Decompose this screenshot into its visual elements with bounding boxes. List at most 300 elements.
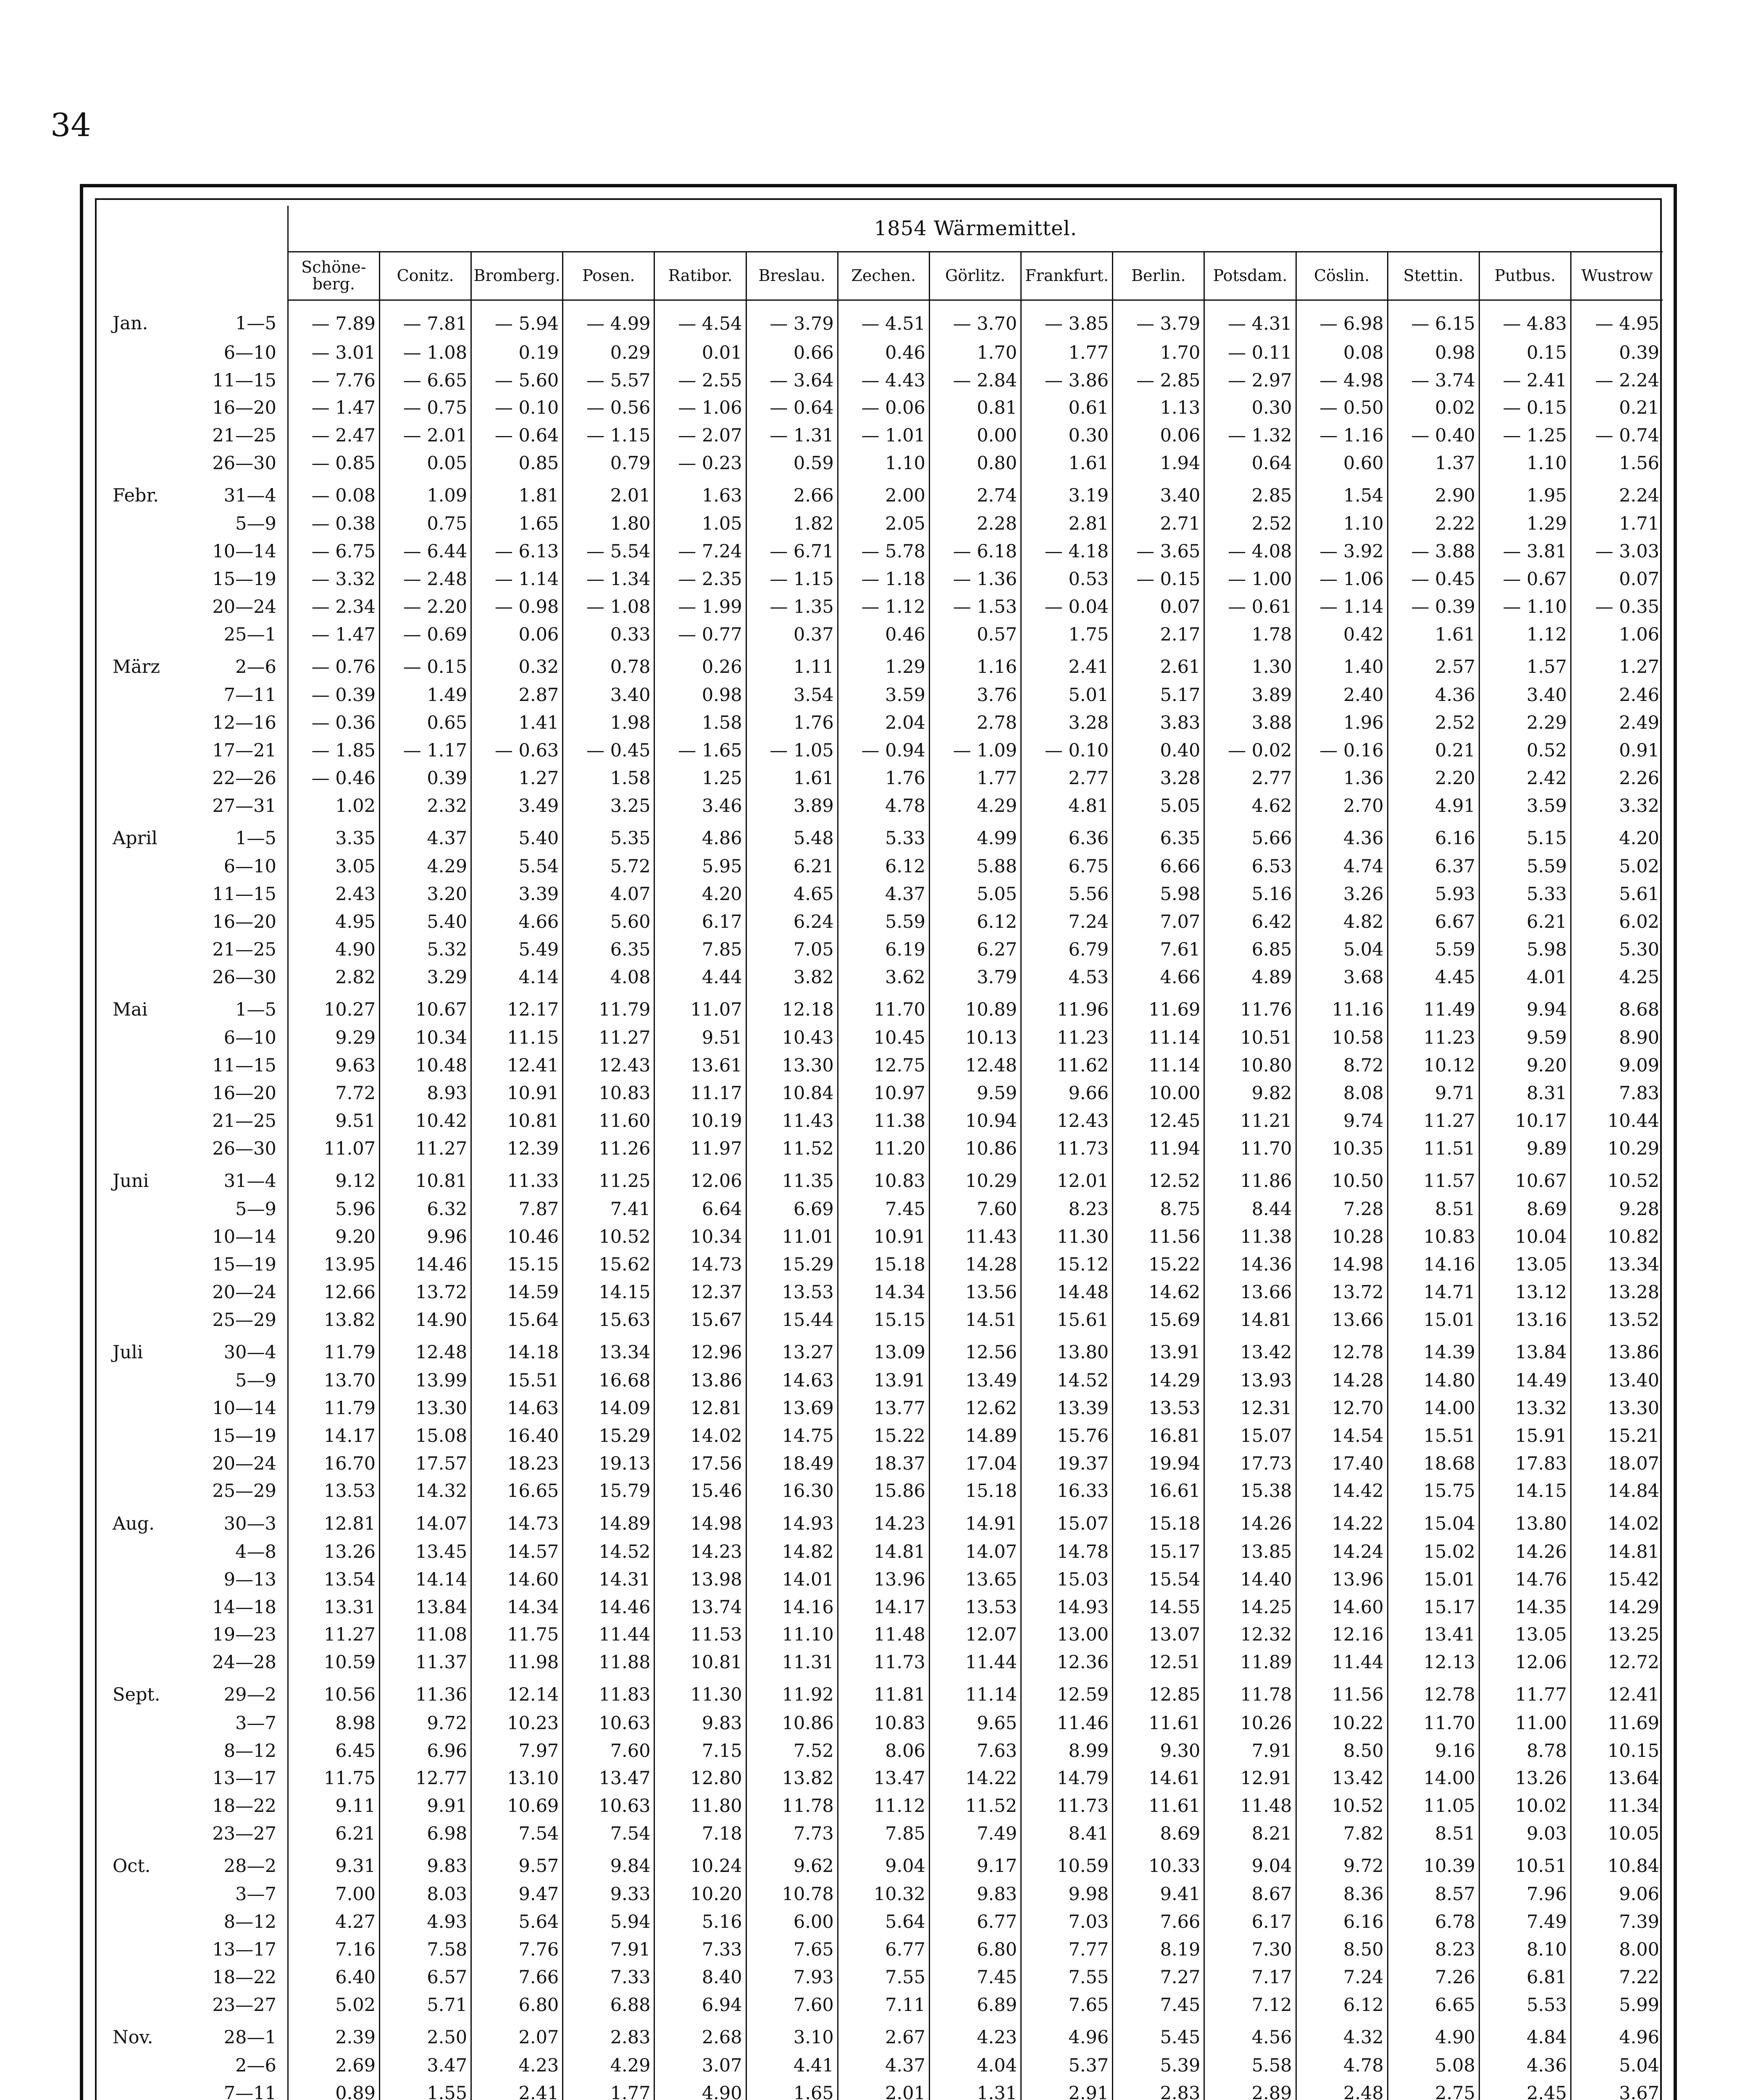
value-cell: — 1.12 (838, 593, 929, 621)
value-cell: 2.83 (1113, 2080, 1204, 2100)
value-cell: 12.48 (929, 1052, 1021, 1080)
value-cell: — 1.34 (563, 566, 654, 593)
value-cell: 4.36 (1387, 682, 1479, 709)
value-cell: 8.31 (1479, 1079, 1571, 1107)
value-cell: 11.69 (1113, 991, 1204, 1024)
value-cell: 13.91 (1113, 1334, 1204, 1367)
value-cell: — 2.48 (379, 566, 471, 593)
row-label (105, 2052, 288, 2080)
value-cell: 2.22 (1387, 510, 1479, 538)
period-label: 2—6 (235, 656, 276, 678)
value-cell: 0.21 (1571, 394, 1663, 422)
value-cell: — 1.53 (929, 593, 1021, 621)
value-cell: 2.05 (838, 510, 929, 538)
period-label: 26—30 (212, 453, 276, 474)
row-label (105, 1992, 288, 2019)
value-cell: — 0.64 (746, 394, 838, 422)
value-cell: 9.51 (654, 1024, 746, 1052)
value-cell: 10.84 (746, 1079, 838, 1107)
value-cell: 5.60 (563, 908, 654, 936)
value-cell: — 2.34 (288, 593, 379, 621)
value-cell: 3.89 (746, 793, 838, 820)
value-cell: 2.78 (929, 709, 1021, 737)
value-cell: 13.10 (471, 1765, 563, 1793)
value-cell: 6.17 (1204, 1908, 1296, 1936)
value-cell: 10.83 (1387, 1223, 1479, 1251)
value-cell: 8.72 (1296, 1052, 1387, 1080)
value-cell: 13.84 (1479, 1334, 1571, 1367)
value-cell: 0.08 (1296, 339, 1387, 367)
value-cell: 14.46 (379, 1251, 471, 1278)
value-cell: 12.18 (746, 991, 838, 1024)
value-cell: 15.64 (471, 1306, 563, 1334)
period-label: 22—26 (212, 768, 276, 789)
value-cell: — 4.95 (1571, 300, 1663, 339)
value-cell: 8.00 (1571, 1936, 1663, 1964)
value-cell: 7.00 (288, 1881, 379, 1908)
value-cell: 13.86 (1571, 1334, 1663, 1367)
value-cell: 14.78 (1021, 1538, 1113, 1566)
value-cell: 14.42 (1296, 1478, 1387, 1505)
value-cell: — 1.15 (746, 566, 838, 593)
value-cell: 11.44 (563, 1621, 654, 1649)
row-label (105, 566, 288, 593)
value-cell: 13.30 (1571, 1394, 1663, 1422)
value-cell: 1.09 (379, 478, 471, 510)
value-cell: 1.12 (1479, 621, 1571, 649)
value-cell: 2.40 (1296, 682, 1387, 709)
table-row (105, 1908, 1663, 1936)
value-cell: 7.07 (1113, 908, 1204, 936)
value-cell: 1.10 (1296, 510, 1387, 538)
value-cell: 0.91 (1571, 737, 1663, 765)
value-cell: — 1.99 (654, 593, 746, 621)
value-cell: 3.76 (929, 682, 1021, 709)
value-cell: — 1.15 (563, 422, 654, 450)
value-cell: 5.16 (654, 1908, 746, 1936)
value-cell: 11.70 (1204, 1135, 1296, 1163)
value-cell: 5.02 (1571, 853, 1663, 881)
value-cell: 5.32 (379, 936, 471, 964)
value-cell: 14.46 (563, 1593, 654, 1621)
value-cell: 13.74 (654, 1593, 746, 1621)
value-cell: 11.79 (288, 1334, 379, 1367)
table-row (105, 1881, 1663, 1908)
value-cell: 2.46 (1571, 682, 1663, 709)
value-cell: — 3.79 (746, 300, 838, 339)
value-cell: 14.29 (1571, 1593, 1663, 1621)
value-cell: 4.44 (654, 963, 746, 991)
value-cell: 10.51 (1204, 1024, 1296, 1052)
row-label (105, 478, 288, 510)
table-row (105, 1992, 1663, 2019)
value-cell: 13.54 (288, 1566, 379, 1593)
period-label: 3—7 (235, 1712, 276, 1734)
row-label (105, 1079, 288, 1107)
value-cell: 14.81 (1571, 1538, 1663, 1566)
value-cell: 11.16 (1296, 991, 1387, 1024)
value-cell: 11.48 (1204, 1793, 1296, 1820)
value-cell: 10.50 (1296, 1163, 1387, 1195)
value-cell: 5.64 (838, 1908, 929, 1936)
station-header: Berlin. (1113, 252, 1204, 300)
value-cell: 2.48 (1296, 2080, 1387, 2100)
value-cell: 9.94 (1479, 991, 1571, 1024)
value-cell: 5.48 (746, 820, 838, 853)
row-label (105, 682, 288, 709)
value-cell: 2.17 (1113, 621, 1204, 649)
page-number: 34 (50, 106, 91, 144)
table-row (105, 422, 1663, 450)
value-cell: 6.57 (379, 1964, 471, 1992)
table-row (105, 1765, 1663, 1793)
value-cell: 12.51 (1113, 1649, 1204, 1677)
value-cell: — 6.65 (379, 367, 471, 394)
value-cell: 6.40 (288, 1964, 379, 1992)
row-label (105, 709, 288, 737)
value-cell: 11.69 (1571, 1709, 1663, 1737)
value-cell: — 1.14 (1296, 593, 1387, 621)
value-cell: 15.18 (838, 1251, 929, 1278)
value-cell: 11.73 (1021, 1135, 1113, 1163)
value-cell: — 0.10 (471, 394, 563, 422)
period-label: 26—30 (212, 1138, 276, 1159)
value-cell: 12.41 (1571, 1677, 1663, 1709)
value-cell: 12.66 (288, 1278, 379, 1306)
value-cell: — 0.94 (838, 737, 929, 765)
value-cell: 15.07 (1021, 1505, 1113, 1538)
value-cell: 11.43 (746, 1107, 838, 1135)
value-cell: 14.18 (471, 1334, 563, 1367)
value-cell: 13.99 (379, 1367, 471, 1394)
table-row (105, 1223, 1663, 1251)
value-cell: 9.71 (1387, 1079, 1479, 1107)
table-row (105, 1478, 1663, 1505)
value-cell: 8.06 (838, 1737, 929, 1765)
value-cell: 7.16 (288, 1936, 379, 1964)
value-cell: 9.72 (379, 1709, 471, 1737)
period-label: 16—20 (212, 397, 276, 419)
value-cell: — 1.47 (288, 394, 379, 422)
value-cell: 1.94 (1113, 450, 1204, 478)
station-header: Frankfurt. (1021, 252, 1113, 300)
value-cell: 4.78 (838, 793, 929, 820)
value-cell: 4.82 (1296, 908, 1387, 936)
value-cell: 2.50 (379, 2019, 471, 2052)
value-cell: 9.96 (379, 1223, 471, 1251)
row-label (105, 1367, 288, 1394)
table-body (105, 300, 1663, 2100)
value-cell: 10.00 (1113, 1079, 1204, 1107)
value-cell: — 2.07 (654, 422, 746, 450)
value-cell: 11.75 (471, 1621, 563, 1649)
value-cell: 11.25 (563, 1163, 654, 1195)
value-cell: 3.59 (1479, 793, 1571, 820)
table-row (105, 765, 1663, 793)
period-label: 25—1 (223, 624, 276, 646)
value-cell: 0.40 (1113, 737, 1204, 765)
value-cell: 13.86 (654, 1367, 746, 1394)
value-cell: 0.42 (1296, 621, 1387, 649)
station-header: Ratibor. (654, 252, 746, 300)
value-cell: 4.23 (929, 2019, 1021, 2052)
value-cell: 5.99 (1571, 1992, 1663, 2019)
value-cell: 11.51 (1387, 1135, 1479, 1163)
value-cell: 11.31 (746, 1649, 838, 1677)
value-cell: 3.68 (1296, 963, 1387, 991)
station-header: Potsdam. (1204, 252, 1296, 300)
value-cell: 9.91 (379, 1793, 471, 1820)
value-cell: 15.29 (746, 1251, 838, 1278)
value-cell: 12.41 (471, 1052, 563, 1080)
value-cell: 9.09 (1571, 1052, 1663, 1080)
value-cell: 6.12 (1296, 1992, 1387, 2019)
row-label (105, 963, 288, 991)
value-cell: 12.06 (1479, 1649, 1571, 1677)
value-cell: 13.93 (1204, 1367, 1296, 1394)
value-cell: — 1.35 (746, 593, 838, 621)
value-cell: 2.49 (1571, 709, 1663, 737)
value-cell: 2.68 (654, 2019, 746, 2052)
period-label: 7—11 (223, 685, 276, 706)
value-cell: 14.84 (1571, 1478, 1663, 1505)
table-row (105, 510, 1663, 538)
value-cell: 13.72 (1296, 1278, 1387, 1306)
period-label: 5—9 (235, 1370, 276, 1391)
value-cell: 12.85 (1113, 1677, 1204, 1709)
value-cell: 14.15 (563, 1278, 654, 1306)
value-cell: 1.29 (838, 649, 929, 682)
value-cell: 12.48 (379, 1334, 471, 1367)
value-cell: 4.25 (1571, 963, 1663, 991)
value-cell: 2.01 (838, 2080, 929, 2100)
value-cell: 1.65 (746, 2080, 838, 2100)
value-cell: 9.66 (1021, 1079, 1113, 1107)
value-cell: 15.44 (746, 1306, 838, 1334)
period-label: 30—4 (223, 1341, 276, 1363)
month-label: Jan. (113, 313, 148, 334)
value-cell: 7.85 (654, 936, 746, 964)
value-cell: 14.57 (471, 1538, 563, 1566)
row-label (105, 853, 288, 881)
row-label (105, 1052, 288, 1080)
value-cell: 12.72 (1571, 1649, 1663, 1677)
value-cell: 7.45 (838, 1196, 929, 1223)
value-cell: — 1.36 (929, 566, 1021, 593)
value-cell: 1.58 (654, 709, 746, 737)
row-label (105, 1306, 288, 1334)
row-label (105, 1936, 288, 1964)
value-cell: 15.67 (654, 1306, 746, 1334)
period-label: 25—29 (212, 1309, 276, 1331)
value-cell: 6.67 (1387, 908, 1479, 936)
value-cell: 12.32 (1204, 1621, 1296, 1649)
value-cell: 4.37 (838, 2052, 929, 2080)
value-cell: 0.32 (471, 649, 563, 682)
value-cell: 0.66 (746, 339, 838, 367)
value-cell: 7.65 (746, 1936, 838, 1964)
value-cell: 8.67 (1204, 1881, 1296, 1908)
value-cell: 8.75 (1113, 1196, 1204, 1223)
station-header: Zechen. (838, 252, 929, 300)
value-cell: — 1.01 (838, 422, 929, 450)
row-label (105, 1649, 288, 1677)
value-cell: 2.29 (1479, 709, 1571, 737)
value-cell: 15.54 (1113, 1566, 1204, 1593)
value-cell: 9.11 (288, 1793, 379, 1820)
value-cell: — 4.99 (563, 300, 654, 339)
value-cell: 3.40 (1113, 478, 1204, 510)
value-cell: 5.02 (288, 1992, 379, 2019)
row-label (105, 1024, 288, 1052)
value-cell: — 0.11 (1204, 339, 1296, 367)
value-cell: 1.41 (471, 709, 563, 737)
value-cell: 8.78 (1479, 1737, 1571, 1765)
value-cell: 9.30 (1113, 1737, 1204, 1765)
value-cell: 2.41 (1021, 649, 1113, 682)
value-cell: 10.13 (929, 1024, 1021, 1052)
value-cell: 5.01 (1021, 682, 1113, 709)
month-label: Aug. (113, 1513, 155, 1534)
value-cell: 10.46 (471, 1223, 563, 1251)
value-cell: 7.39 (1571, 1908, 1663, 1936)
value-cell: 1.58 (563, 765, 654, 793)
value-cell: 17.40 (1296, 1450, 1387, 1478)
value-cell: 3.20 (379, 881, 471, 908)
value-cell: 13.65 (929, 1566, 1021, 1593)
value-cell: 11.30 (1021, 1223, 1113, 1251)
value-cell: 10.91 (838, 1223, 929, 1251)
value-cell: 13.53 (1113, 1394, 1204, 1422)
value-cell: 10.69 (471, 1793, 563, 1820)
value-cell: 4.36 (1296, 820, 1387, 853)
value-cell: 8.69 (1113, 1820, 1204, 1848)
value-cell: 7.77 (1021, 1936, 1113, 1964)
value-cell: 2.83 (563, 2019, 654, 2052)
row-label (105, 1394, 288, 1422)
period-label: 15—19 (212, 1425, 276, 1446)
value-cell: 9.29 (288, 1024, 379, 1052)
period-label: 7—11 (223, 2083, 276, 2100)
value-cell: 16.33 (1021, 1478, 1113, 1505)
value-cell: — 5.54 (563, 538, 654, 566)
row-label (105, 1334, 288, 1367)
value-cell: — 4.83 (1479, 300, 1571, 339)
row-label (105, 737, 288, 765)
value-cell: — 1.16 (1296, 422, 1387, 450)
value-cell: 10.24 (654, 1848, 746, 1881)
value-cell: 14.31 (563, 1566, 654, 1593)
value-cell: 12.06 (654, 1163, 746, 1195)
period-label: 24—28 (212, 1652, 276, 1673)
value-cell: 15.04 (1387, 1505, 1479, 1538)
value-cell: 0.65 (379, 709, 471, 737)
value-cell: 0.02 (1387, 394, 1479, 422)
value-cell: 9.47 (471, 1881, 563, 1908)
value-cell: 8.90 (1571, 1024, 1663, 1052)
value-cell: 11.62 (1021, 1052, 1113, 1080)
value-cell: 11.96 (1021, 991, 1113, 1024)
value-cell: 8.99 (1021, 1737, 1113, 1765)
value-cell: 12.43 (563, 1052, 654, 1080)
value-cell: 1.10 (1479, 450, 1571, 478)
row-label (105, 1621, 288, 1649)
value-cell: 4.95 (288, 908, 379, 936)
table-row (105, 682, 1663, 709)
value-cell: — 1.05 (746, 737, 838, 765)
value-cell: 14.39 (1387, 1334, 1479, 1367)
value-cell: 2.07 (471, 2019, 563, 2052)
value-cell: 14.14 (379, 1566, 471, 1593)
table-row (105, 936, 1663, 964)
value-cell: 13.05 (1479, 1621, 1571, 1649)
value-cell: 6.75 (1021, 853, 1113, 881)
row-label (105, 1566, 288, 1593)
value-cell: 11.81 (838, 1677, 929, 1709)
value-cell: 15.51 (471, 1367, 563, 1394)
value-cell: 11.83 (563, 1677, 654, 1709)
value-cell: 19.13 (563, 1450, 654, 1478)
period-label: 29—2 (223, 1684, 276, 1706)
value-cell: 12.62 (929, 1394, 1021, 1422)
value-cell: 13.42 (1296, 1765, 1387, 1793)
value-cell: 7.91 (563, 1936, 654, 1964)
value-cell: 13.56 (929, 1278, 1021, 1306)
value-cell: 11.33 (471, 1163, 563, 1195)
value-cell: 7.27 (1113, 1964, 1204, 1992)
value-cell: 4.96 (1571, 2019, 1663, 2052)
period-label: 5—9 (235, 1198, 276, 1220)
row-label (105, 820, 288, 853)
value-cell: — 3.74 (1387, 367, 1479, 394)
period-label: 31—4 (223, 485, 276, 507)
value-cell: 0.75 (379, 510, 471, 538)
value-cell: 10.51 (1479, 1848, 1571, 1881)
value-cell: 13.85 (1204, 1538, 1296, 1566)
value-cell: 6.17 (654, 908, 746, 936)
value-cell: 11.88 (563, 1649, 654, 1677)
value-cell: 9.17 (929, 1848, 1021, 1881)
value-cell: 14.52 (563, 1538, 654, 1566)
table-row (105, 593, 1663, 621)
value-cell: — 1.10 (1479, 593, 1571, 621)
value-cell: 9.41 (1113, 1881, 1204, 1908)
value-cell: 7.45 (929, 1964, 1021, 1992)
value-cell: 15.18 (929, 1478, 1021, 1505)
value-cell: 11.56 (1296, 1677, 1387, 1709)
value-cell: 9.16 (1387, 1737, 1479, 1765)
value-cell: 11.01 (746, 1223, 838, 1251)
value-cell: 7.54 (563, 1820, 654, 1848)
value-cell: 0.64 (1204, 450, 1296, 478)
value-cell: 11.08 (379, 1621, 471, 1649)
value-cell: 12.77 (379, 1765, 471, 1793)
period-label: 19—23 (212, 1624, 276, 1646)
temperature-table-container (105, 206, 1663, 2100)
value-cell: 18.07 (1571, 1450, 1663, 1478)
header-title-row (105, 206, 1663, 252)
value-cell: 10.78 (746, 1881, 838, 1908)
value-cell: 1.76 (746, 709, 838, 737)
value-cell: 16.68 (563, 1367, 654, 1394)
value-cell: 5.94 (563, 1908, 654, 1936)
value-cell: 4.01 (1479, 963, 1571, 991)
value-cell: 3.79 (929, 963, 1021, 991)
value-cell: 12.78 (1296, 1334, 1387, 1367)
value-cell: — 2.41 (1479, 367, 1571, 394)
value-cell: 6.12 (929, 908, 1021, 936)
value-cell: 0.37 (746, 621, 838, 649)
